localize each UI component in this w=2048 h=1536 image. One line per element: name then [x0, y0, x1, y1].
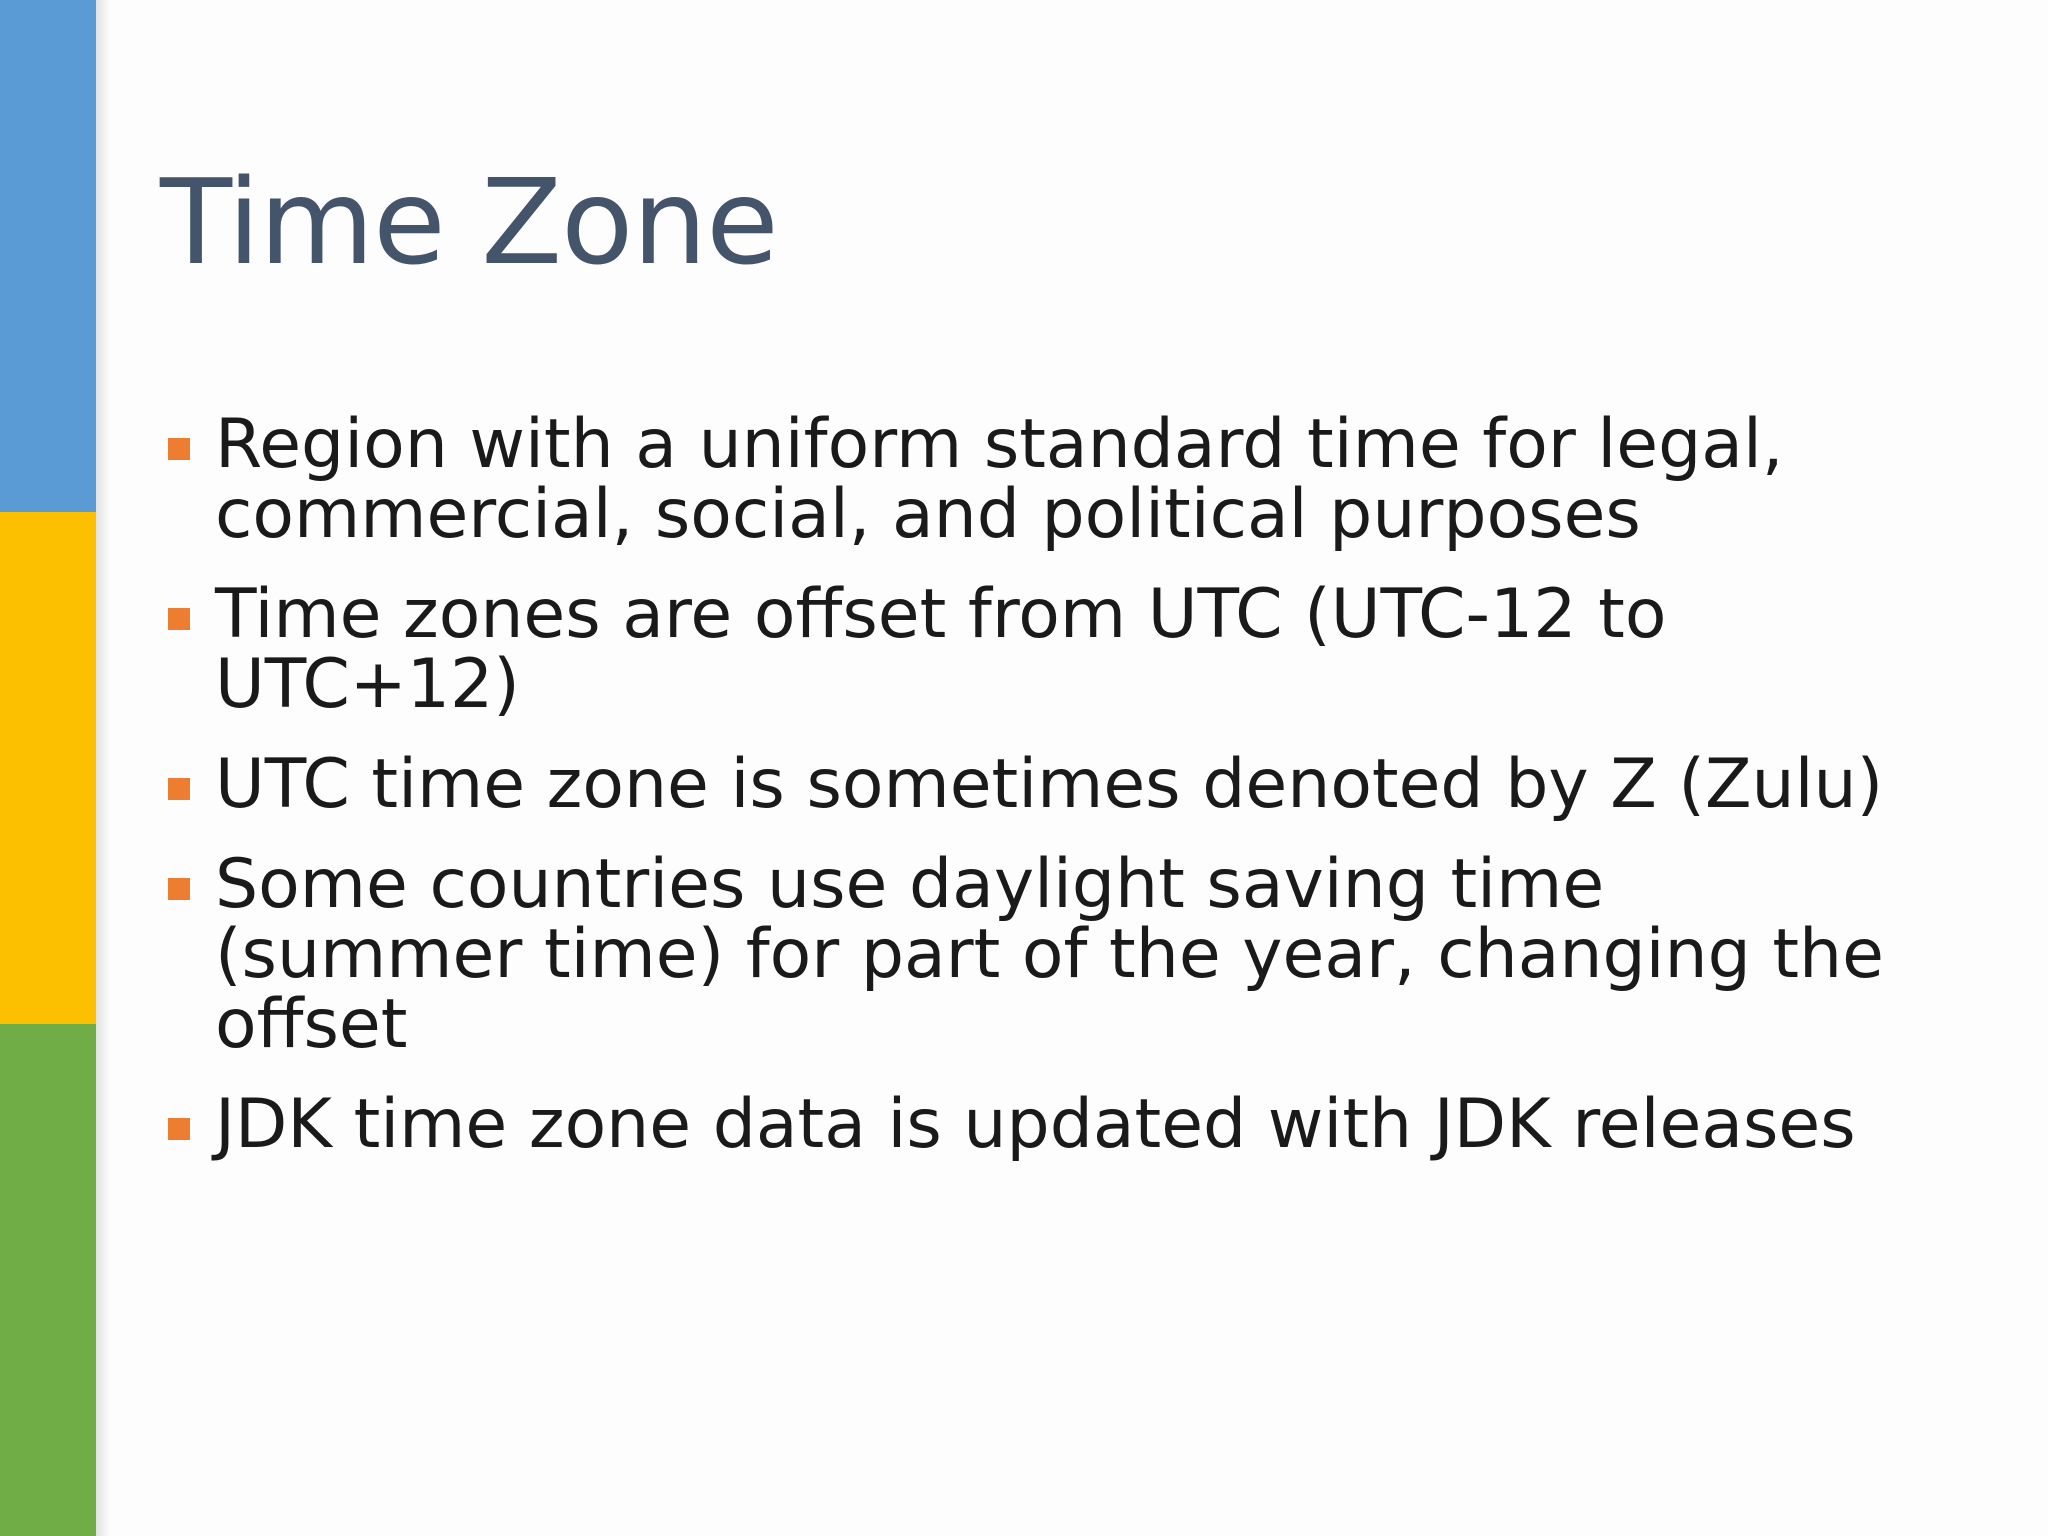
bullet-item: [160, 845, 1920, 1064]
bullet-text: Some countries use daylight saving time (summer time) for part of the year, changing the offset: [215, 845, 1884, 1064]
square-bullet-icon: [168, 438, 190, 460]
accent-bar-yellow: [0, 512, 96, 1024]
accent-bar-blue: [0, 0, 96, 512]
accent-bar-shadow: [96, 0, 110, 1536]
bullet-list: [160, 405, 1920, 1190]
slide-title: Time Zone: [160, 153, 778, 291]
bullet-text: Region with a uniform standard time for legal, commercial, social, and political purposes: [215, 405, 1784, 554]
bullet-text: JDK time zone data is updated with JDK releases: [215, 1085, 1856, 1164]
bullet-item: [160, 1085, 1920, 1164]
bullet-text: UTC time zone is sometimes denoted by Z (Zulu): [215, 745, 1884, 824]
square-bullet-icon: [168, 878, 190, 900]
square-bullet-icon: [168, 778, 190, 800]
square-bullet-icon: [168, 608, 190, 630]
accent-bar-green: [0, 1024, 96, 1536]
bullet-item: [160, 745, 1920, 824]
bullet-item: [160, 405, 1920, 554]
bullet-text: Time zones are offset from UTC (UTC-12 to UTC+12): [215, 575, 1667, 724]
square-bullet-icon: [168, 1118, 190, 1140]
bullet-item: [160, 575, 1920, 724]
